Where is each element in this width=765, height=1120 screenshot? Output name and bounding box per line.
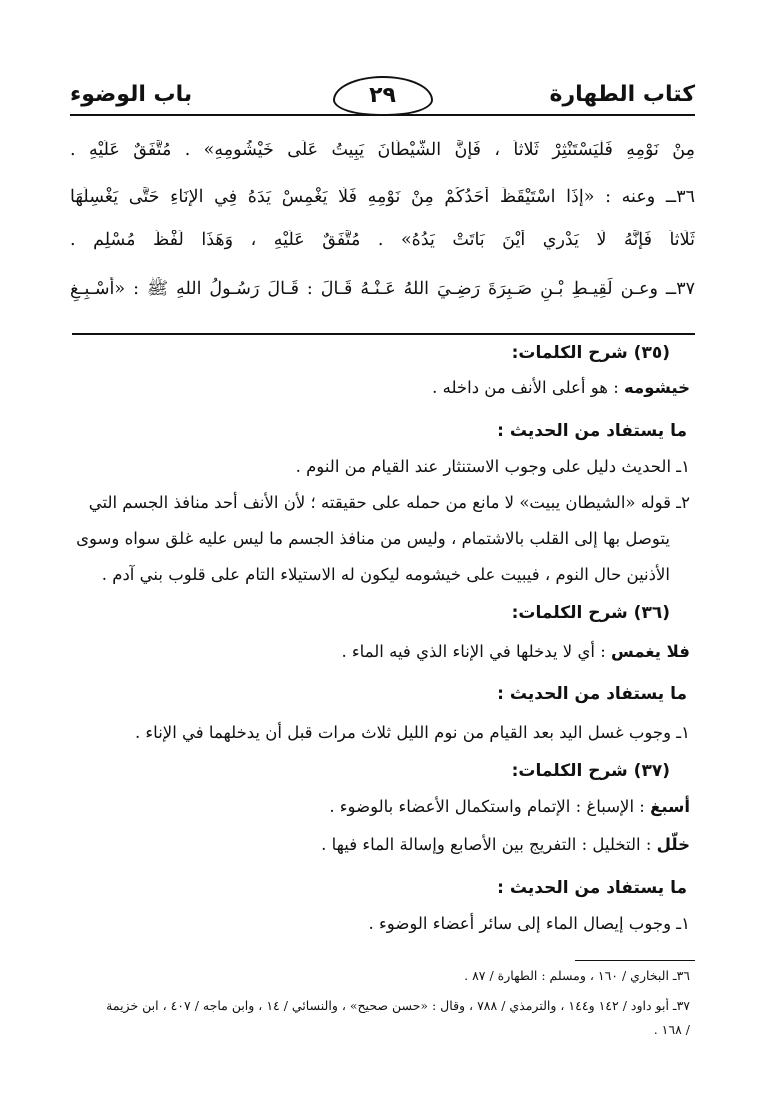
section-divider (72, 333, 695, 335)
heading-37-words: (٣٧) شرح الكلمات: (511, 761, 670, 781)
hadith-line-3: ثَلَاثاً فَإِنَّهُ لَا يَدْرِي أَيْنَ بَاتَتْ يَدُهُ» . مُتَّفَقٌ عَلَيْهِ ، وَهَذَا لَفْظُ مُسْلِمٍ . (70, 230, 695, 250)
definition-text: : هو أعلى الأنف من داخله . (432, 378, 619, 397)
definition-36 (341, 642, 690, 661)
term: خيشومه (624, 378, 690, 397)
heading-35-words: (٣٥) شرح الكلمات: (511, 343, 670, 363)
heading-36-words: (٣٦) شرح الكلمات: (511, 603, 670, 623)
term: فلا يغمس (611, 642, 690, 661)
heading-36-benefits: ما يستفاد من الحديث : (497, 684, 687, 704)
hadith-line-1: مِنْ نَوْمِهِ فَلْيَسْتَنْثِرْ ثَلاثاً ، فَإِنَّ الشَّيْطَانَ يَبِيتُ عَلَى خَيْشُومِهِ» . مُتَّفَقٌ عَلَيْهِ . (70, 140, 695, 160)
definition-35 (432, 378, 690, 397)
heading-35-benefits: ما يستفاد من الحديث : (497, 421, 687, 441)
definition-37-2 (321, 835, 690, 854)
footnote-36: ٣٦ـ البخاري / ١٦٠ ، ومسلم : الطهارة / ٨٧ . (464, 968, 690, 983)
term: أسبغ (650, 797, 690, 816)
footnote-37-line1: ٣٧ـ أبو داود / ١٤٢ و١٤٤ ، والترمذي / ٧٨٨ ، وقال : «حسن صحيح» ، والنسائي / ١٤ ، وابن ماجه / ٤٠٧ ، ابن خزيمة (106, 998, 690, 1013)
book-title: كتاب الطهارة (549, 82, 695, 107)
footnote-rule (575, 960, 695, 961)
page-number: ٢٩ (333, 76, 433, 116)
benefit-37-1: ١ـ وجوب إيصال الماء إلى سائر أعضاء الوضوء . (368, 914, 690, 933)
definition-text: : أي لا يدخلها في الإناء الذي فيه الماء . (341, 642, 606, 661)
definition-text: : التخليل : التفريج بين الأصابع وإسالة الماء فيها . (321, 835, 652, 854)
heading-37-benefits: ما يستفاد من الحديث : (497, 878, 687, 898)
footnote-37-line2: / ١٦٨ . (653, 1022, 690, 1037)
chapter-title: باب الوضوء (70, 82, 193, 107)
benefit-35-2-line1: ٢ـ قوله «الشيطان يبيت» لا مانع من حمله على حقيقته ؛ لأن الأنف أحد منافذ الجسم التي (88, 493, 690, 512)
benefit-36-1: ١ـ وجوب غسل اليد بعد القيام من نوم الليل ثلاث مرات قبل أن يدخلهما في الإناء . (134, 723, 690, 742)
benefit-35-2-line3: الأذنين حال النوم ، فيبيت على خيشومه ليكون له الاستيلاء التام على قلوب بني آدم . (101, 565, 670, 584)
page-header (70, 80, 695, 122)
definition-text: : الإسباغ : الإتمام واستكمال الأعضاء بالوضوء . (329, 797, 645, 816)
header-rule (70, 114, 695, 116)
benefit-35-2-line2: يتوصل بها إلى القلب بالاشتمام ، وليس من منافذ الجسم ما ليس عليه غلق سواه وسوى (76, 529, 670, 548)
definition-37-1 (329, 797, 690, 816)
hadith-line-2: ٣٦ــ وعنه : «إِذَا اسْتَيْقَظَ أَحَدُكُمْ مِنْ نَوْمِهِ فَلَا يَغْمِسْ يَدَهُ فِي الإِنَاءِ حَتَّى يَغْسِلَهَا (70, 187, 695, 207)
hadith-line-4: ٣٧ــ وعـن لَقِيـطِ بْـنِ صَـبِرَةَ رَضِـيَ اللهُ عَـنْـهُ قَـالَ : قَـالَ رَسُـولُ اللهِ ﷺ : «أَسْـبِـغِ (70, 279, 695, 299)
term: خلّل (656, 835, 690, 854)
benefit-35-1: ١ـ الحديث دليل على وجوب الاستنثار عند القيام من النوم . (295, 457, 690, 476)
